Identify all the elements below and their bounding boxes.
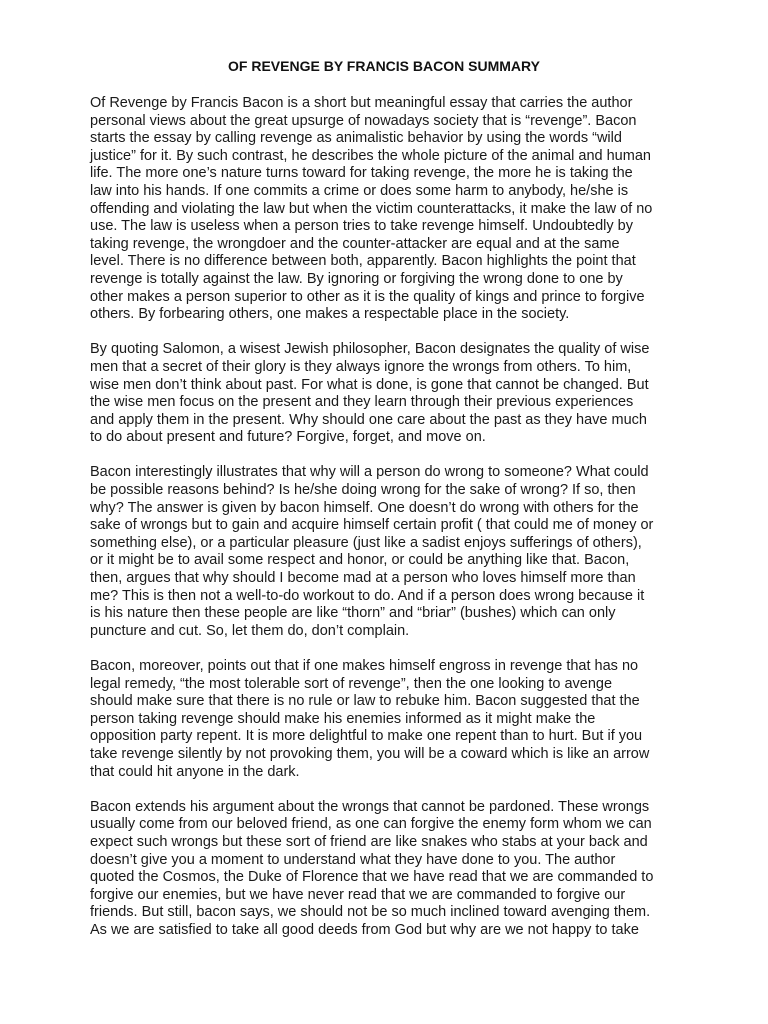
text-line: Bacon, moreover, points out that if one makes himself engross in revenge that has no <box>90 658 639 674</box>
text-line: take revenge silently by not provoking them, you will be a coward which is like an arrow <box>90 745 650 762</box>
text-line: opposition party repent. It is more delightful to make one repent than to hurt. But if you <box>90 728 643 745</box>
text-line: use. The law is useless when a person tries to take revenge himself. Undoubtedly by <box>90 218 633 235</box>
text-line: that could hit anyone in the dark. <box>90 763 300 780</box>
text-line: By quoting Salomon, a wisest Jewish philosopher, Bacon designates the quality of wise <box>90 341 650 358</box>
document-body <box>90 95 678 957</box>
text-line: or it might be to avail some respect and honor, or could be anything like that. Bacon, <box>90 552 630 569</box>
text-line: revenge is totally against the law. By ignoring or forgiving the wrong done to one by <box>90 270 623 287</box>
text-line: Bacon interestingly illustrates that why will a person do wrong to someone? What could <box>90 464 649 481</box>
text-line: person taking revenge should make his enemies informed as it might make the <box>90 710 596 727</box>
text-line: personal views about the great upsurge of nowadays society that is “revenge”. Bacon <box>90 112 637 129</box>
text-line: me? This is then not a well-to-do workout to do. And if a person does wrong because it <box>90 587 645 604</box>
text-line: doesn’t give you a moment to understand what they have done to you. The author <box>90 851 616 868</box>
text-line: other makes a person superior to other as it is the quality of kings and prince to forgive <box>90 288 645 305</box>
text-line: starts the essay by calling revenge as animalistic behavior by using the words “wild <box>90 130 622 147</box>
text-line: and apply them in the present. Why should one care about the past as they have much <box>90 411 647 428</box>
text-line: Of Revenge by Francis Bacon is a short but meaningful essay that carries the author <box>90 95 633 111</box>
text-line: life. The more one’s nature turns toward for taking revenge, the more he is taking the <box>90 165 633 182</box>
paragraph <box>90 95 678 324</box>
text-line: expect such wrongs but these sort of friend are like snakes who stabs at your back and <box>90 833 648 850</box>
document-title: OF REVENGE BY FRANCIS BACON SUMMARY <box>228 58 540 74</box>
text-line: men that a secret of their glory is they always ignore the wrongs from others. To him, <box>90 358 632 375</box>
text-line: to do about present and future? Forgive, forget, and move on. <box>90 429 486 446</box>
text-line: should make sure that there is no rule or law to rebuke him. Bacon suggested that the <box>90 693 640 710</box>
paragraph <box>90 799 678 940</box>
paragraph <box>90 464 678 640</box>
text-line: As we are satisfied to take all good deeds from God but why are we not happy to take <box>90 921 639 938</box>
text-line: the wise men focus on the present and they learn through their previous experiences <box>90 394 634 411</box>
paragraph <box>90 341 678 447</box>
text-line: others. By forbearing others, one makes a respectable place in the society. <box>90 306 570 323</box>
text-line: is his nature then these people are like “thorn” and “briar” (bushes) which can only <box>90 605 616 622</box>
text-line: level. There is no difference between both, apparently. Bacon highlights the point that <box>90 253 636 270</box>
text-line: Bacon extends his argument about the wrongs that cannot be pardoned. These wrongs <box>90 798 650 815</box>
text-line: legal remedy, “the most tolerable sort of revenge”, then the one looking to avenge <box>90 675 613 692</box>
text-line: quoted the Cosmos, the Duke of Florence that we have read that we are commanded to <box>90 869 654 886</box>
text-line: law into his hands. If one commits a crime or does some harm to anybody, he/she is <box>90 182 629 199</box>
text-line: something else), or a particular pleasure (just like a sadist enjoys sufferings of others), <box>90 534 642 551</box>
text-line: sake of wrongs but to gain and acquire himself certain profit ( that could me of money or <box>90 517 654 534</box>
text-line: taking revenge, the wrongdoer and the counter-attacker are equal and at the same <box>90 235 620 252</box>
text-line: offending and violating the law but when the victim counterattacks, it make the law of no <box>90 200 653 217</box>
text-line: puncture and cut. So, let them do, don’t complain. <box>90 622 410 639</box>
text-line: then, argues that why should I become mad at a person who loves himself more than <box>90 570 636 587</box>
paragraph <box>90 658 678 781</box>
text-line: usually come from our beloved friend, as one can forgive the enemy form whom we can <box>90 816 652 833</box>
text-line: friends. But still, bacon says, we should not be so much inclined toward avenging them. <box>90 904 651 921</box>
text-line: why? The answer is given by bacon himself. One doesn’t do wrong with others for the <box>90 499 639 516</box>
text-line: wise men don’t think about past. For what is done, is gone that cannot be changed. But <box>90 376 649 393</box>
text-line: justice” for it. By such contrast, he describes the whole picture of the animal and human <box>90 147 651 164</box>
text-line: be possible reasons behind? Is he/she doing wrong for the sake of wrong? If so, then <box>90 482 636 499</box>
text-line: forgive our enemies, but we have never read that we are commanded to forgive our <box>90 886 626 903</box>
